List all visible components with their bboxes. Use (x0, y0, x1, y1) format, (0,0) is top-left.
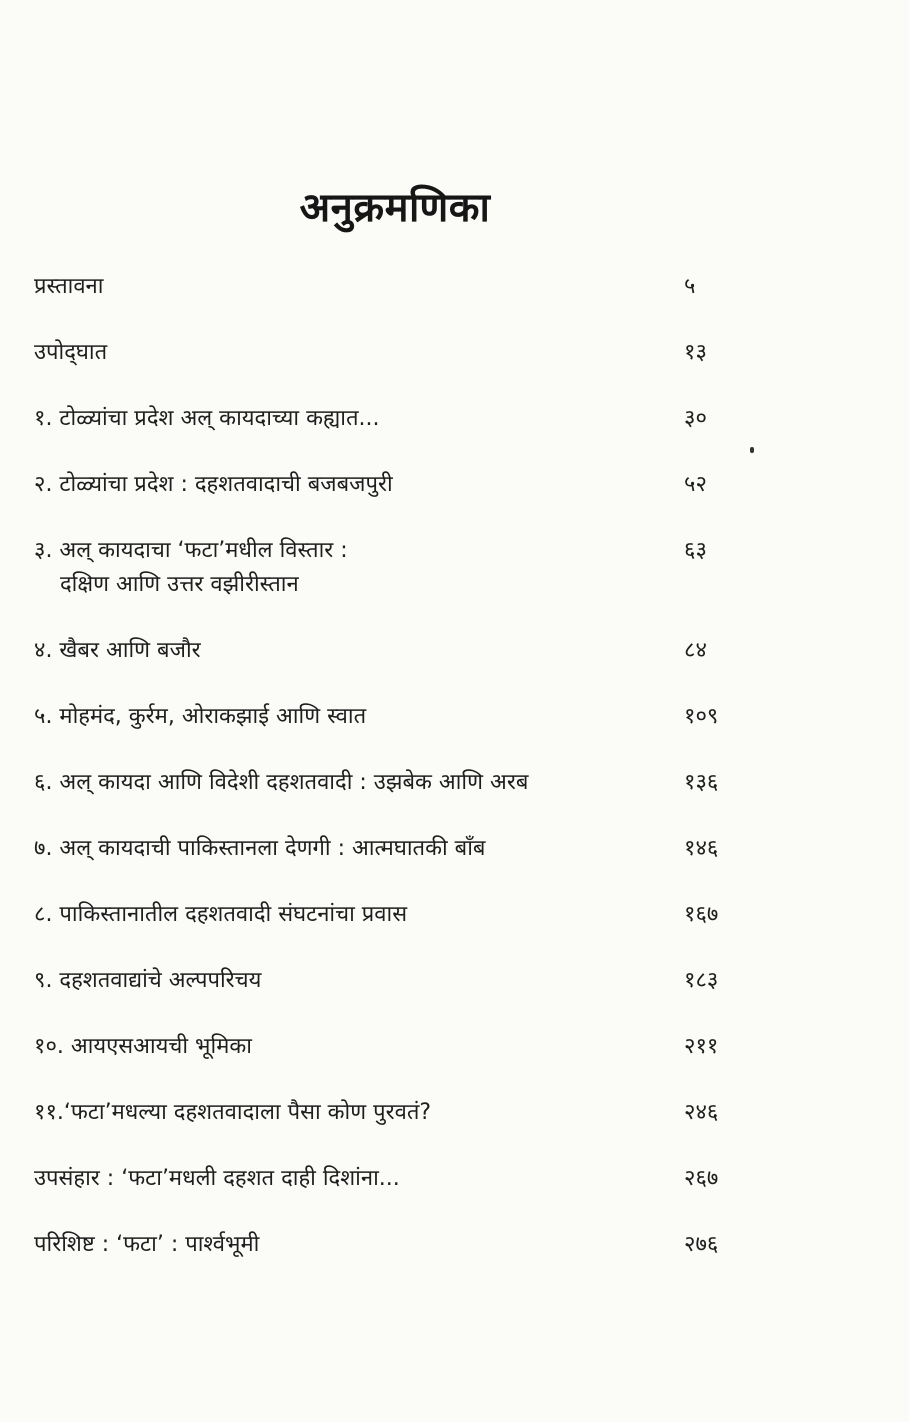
toc-title: अनुक्रमणिका (299, 185, 491, 231)
toc-entry-page: १६७ (684, 902, 719, 927)
toc-entry (34, 700, 754, 734)
toc-entry (34, 1228, 754, 1262)
toc-entry-page: १८३ (684, 968, 719, 993)
toc-entry-label: उपसंहार : ‘फटा’मधली दहशत दाही दिशांना... (34, 1166, 400, 1191)
toc-entry (34, 898, 754, 932)
toc-entry-label: ३. अल् कायदाचा ‘फटा’मधील विस्तार : (34, 538, 348, 563)
toc-entry-page: १०९ (684, 704, 719, 729)
toc-entry-page: १३६ (684, 770, 719, 795)
toc-entry (34, 832, 754, 866)
toc-entry-label: परिशिष्ट : ‘फटा’ : पार्श्वभूमी (34, 1232, 260, 1257)
toc-entry-page: ८४ (684, 638, 707, 663)
toc-entry-label-continued: दक्षिण आणि उत्तर वझीरीस्तान (60, 572, 299, 597)
toc-entry-label: ७. अल् कायदाची पाकिस्तानला देणगी : आत्मघातकी बॉंब (34, 836, 486, 861)
toc-entry (34, 964, 754, 998)
toc-entry-label: १. टोळ्यांचा प्रदेश अल् कायदाच्या कह्यात... (34, 406, 380, 431)
toc-entry-page: १३ (684, 340, 707, 365)
toc-entry-label: प्रस्तावना (34, 274, 104, 299)
toc-entry-label: ४. खैबर आणि बजौर (34, 638, 201, 663)
toc-entry-page: २११ (684, 1034, 719, 1059)
toc-entry-label: ११.‘फटा’मधल्या दहशतवादाला पैसा कोण पुरवतं? (34, 1100, 432, 1125)
toc-entry-label: ५. मोहमंद, कुर्रम, ओराकझाई आणि स्वात (34, 704, 367, 729)
toc-list (34, 270, 754, 1294)
toc-entry (34, 1162, 754, 1196)
toc-entry-page: ५ (684, 274, 696, 299)
toc-entry-label: ८. पाकिस्तानातील दहशतवादी संघटनांचा प्रवास (34, 902, 408, 927)
toc-entry (34, 468, 754, 502)
toc-entry-page: ३० (684, 406, 707, 431)
toc-entry-page: २७६ (684, 1232, 719, 1257)
toc-entry (34, 1030, 754, 1064)
toc-entry (34, 634, 754, 668)
toc-entry-label: २. टोळ्यांचा प्रदेश : दहशतवादाची बजबजपुरी (34, 472, 393, 497)
toc-entry (34, 1096, 754, 1130)
toc-entry (34, 402, 754, 436)
toc-entry (34, 336, 754, 370)
toc-entry-page: ६३ (684, 538, 707, 563)
toc-entry-page: २६७ (684, 1166, 719, 1191)
toc-entry-page: १४६ (684, 836, 719, 861)
toc-entry (34, 270, 754, 304)
toc-entry-label: ९. दहशतवाद्यांचे अल्पपरिचय (34, 968, 262, 993)
toc-entry-label: ६. अल् कायदा आणि विदेशी दहशतवादी : उझबेक आणि अरब (34, 770, 529, 795)
toc-entry-label: १०. आयएसआयची भूमिका (34, 1034, 252, 1059)
toc-entry (34, 766, 754, 800)
toc-entry (34, 534, 754, 602)
toc-entry-page: ५२ (684, 472, 707, 497)
ink-speck (750, 447, 754, 453)
toc-entry-label: उपोद्‌घात (34, 340, 108, 365)
toc-entry-page: २४६ (684, 1100, 719, 1125)
